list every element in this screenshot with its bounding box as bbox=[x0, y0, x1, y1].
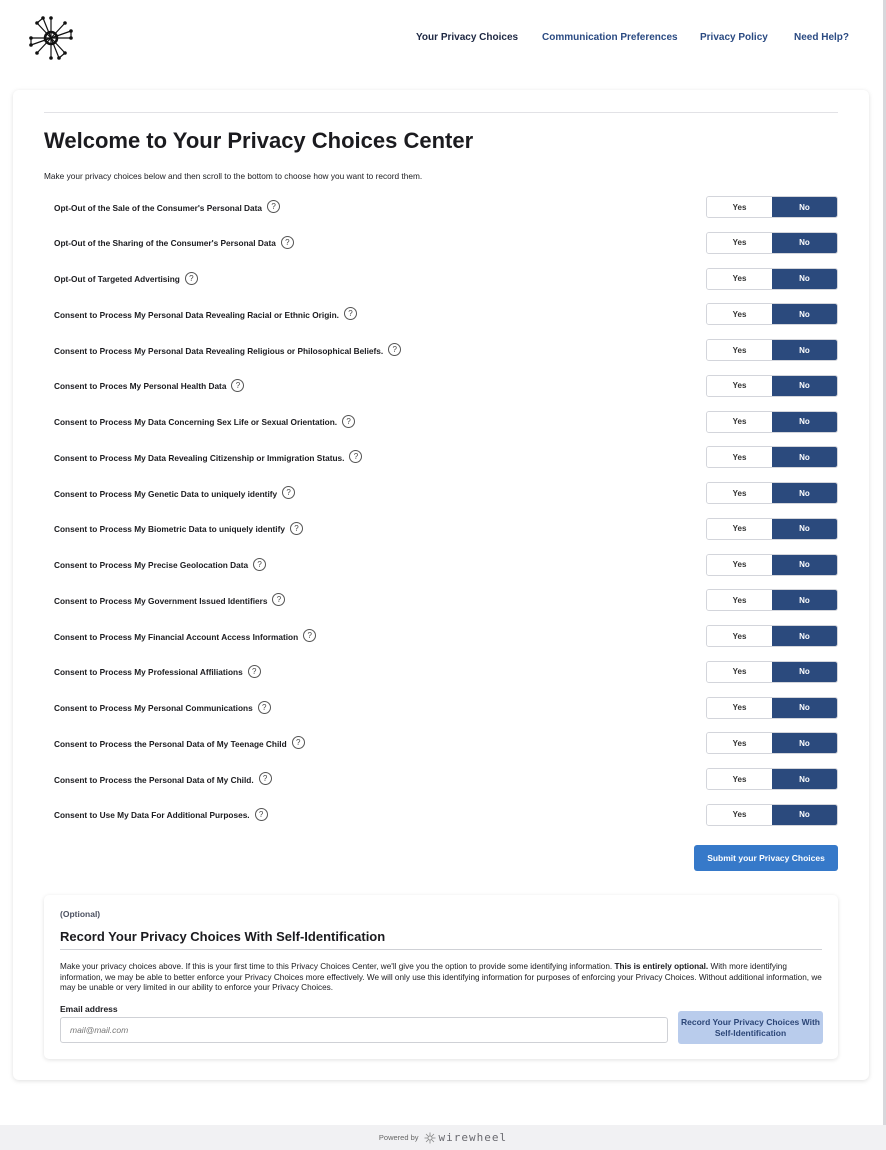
question-circle-icon[interactable]: ? bbox=[388, 343, 401, 356]
email-label: Email address bbox=[60, 1004, 118, 1014]
choice-label-text: Consent to Process My Biometric Data to uniquely identify bbox=[54, 524, 285, 535]
yes-no-toggle bbox=[706, 804, 838, 826]
question-circle-icon[interactable]: ? bbox=[344, 307, 357, 320]
yes-option[interactable]: Yes bbox=[707, 340, 772, 360]
no-option[interactable]: No bbox=[772, 769, 837, 789]
no-option[interactable]: No bbox=[772, 304, 837, 324]
choice-label bbox=[54, 703, 271, 714]
yes-option[interactable]: Yes bbox=[707, 662, 772, 682]
yes-no-toggle bbox=[706, 518, 838, 540]
yes-option[interactable]: Yes bbox=[707, 197, 772, 217]
yes-no-toggle bbox=[706, 697, 838, 719]
yes-option[interactable]: Yes bbox=[707, 590, 772, 610]
choice-row bbox=[54, 268, 838, 290]
yes-no-toggle bbox=[706, 732, 838, 754]
no-option[interactable]: No bbox=[772, 626, 837, 646]
choice-label-text: Consent to Process My Precise Geolocation Data bbox=[54, 560, 249, 570]
choice-row bbox=[54, 232, 838, 254]
yes-no-toggle bbox=[706, 554, 838, 576]
choice-label-text: Opt-Out of the Sale of the Consumer's Personal Data bbox=[54, 202, 263, 213]
choice-row bbox=[54, 768, 838, 790]
choice-label-text: Consent to Process My Personal Data Revealing Religious or Philosophical Beliefs. bbox=[54, 345, 384, 356]
optional-label: (Optional) bbox=[60, 909, 101, 919]
yes-option[interactable]: Yes bbox=[707, 483, 772, 503]
choice-label-text: Opt-Out of Targeted Advertising bbox=[54, 274, 180, 284]
choice-row bbox=[54, 482, 838, 504]
yes-option[interactable]: Yes bbox=[707, 269, 772, 289]
no-option[interactable]: No bbox=[772, 555, 837, 575]
nav-your-privacy-choices[interactable]: Your Privacy Choices bbox=[416, 32, 519, 43]
choice-row bbox=[54, 661, 838, 683]
choice-label-text: Consent to Process My Genetic Data to uniquely identify bbox=[54, 488, 278, 499]
wirewheel-brand: wirewheel bbox=[438, 1131, 508, 1144]
no-option[interactable]: No bbox=[772, 805, 837, 825]
question-circle-icon[interactable]: ? bbox=[231, 379, 244, 392]
no-option[interactable]: No bbox=[772, 698, 837, 718]
yes-no-toggle bbox=[706, 232, 838, 254]
choice-label bbox=[54, 274, 198, 285]
yes-option[interactable]: Yes bbox=[707, 555, 772, 575]
yes-option[interactable]: Yes bbox=[707, 805, 772, 825]
choice-row bbox=[54, 589, 838, 611]
yes-option[interactable]: Yes bbox=[707, 733, 772, 753]
choice-label bbox=[54, 810, 268, 821]
yes-no-toggle bbox=[706, 375, 838, 397]
choice-label bbox=[54, 417, 355, 428]
privacy-choices-card bbox=[13, 90, 869, 1080]
yes-no-toggle bbox=[706, 411, 838, 433]
yes-no-toggle bbox=[706, 446, 838, 468]
choice-label-text: Consent to Process My Personal Communications bbox=[54, 703, 253, 713]
choice-label-text: Consent to Process the Personal Data of My Teenage Child bbox=[54, 738, 287, 749]
intro-text: Make your privacy choices below and then scroll to the bottom to choose how you want to record them. bbox=[44, 171, 423, 181]
yes-no-toggle bbox=[706, 303, 838, 325]
network-logo-icon[interactable] bbox=[27, 14, 75, 62]
question-circle-icon[interactable]: ? bbox=[185, 272, 198, 285]
no-option[interactable]: No bbox=[772, 733, 837, 753]
choice-label bbox=[54, 309, 357, 320]
choice-label-text: Consent to Process My Personal Data Revealing Racial or Ethnic Origin. bbox=[54, 309, 339, 320]
choice-row bbox=[54, 303, 838, 325]
choice-label bbox=[54, 738, 305, 749]
choice-row bbox=[54, 375, 838, 397]
desc-part-1: Make your privacy choices above. If this is your first time to this Privacy Choices Center, we'll give you the option to provide some identifying information. bbox=[60, 962, 615, 971]
question-circle-icon[interactable]: ? bbox=[255, 808, 268, 821]
nav-need-help[interactable]: Need Help? bbox=[794, 32, 850, 43]
choice-label-text: Consent to Process My Data Revealing Citizenship or Immigration Status. bbox=[54, 452, 345, 463]
no-option[interactable]: No bbox=[772, 590, 837, 610]
no-option[interactable]: No bbox=[772, 519, 837, 539]
record-with-self-identification-button[interactable]: Record Your Privacy Choices With Self-Identification bbox=[678, 1011, 823, 1044]
choice-row bbox=[54, 446, 838, 468]
self-identification-title: Record Your Privacy Choices With Self-Identification bbox=[60, 929, 386, 944]
choice-label bbox=[54, 345, 401, 356]
yes-no-toggle bbox=[706, 768, 838, 790]
question-circle-icon[interactable]: ? bbox=[253, 558, 266, 571]
question-circle-icon[interactable]: ? bbox=[258, 701, 271, 714]
question-circle-icon[interactable]: ? bbox=[349, 450, 362, 463]
choice-label bbox=[54, 202, 280, 213]
choice-label-text: Consent to Proces My Personal Health Data bbox=[54, 381, 227, 392]
question-circle-icon[interactable]: ? bbox=[281, 236, 294, 249]
yes-no-toggle bbox=[706, 589, 838, 611]
desc-part-2: With more identifying information, we may be able to better enforce your Privacy Choices more effectively. We will only use this identifying information for purposes of enforcing your Privacy Choices. Without additional information, we may be unable or very limited in our ability to enforce your Privacy Choices. bbox=[60, 962, 822, 992]
choice-label bbox=[54, 631, 316, 642]
choice-row bbox=[54, 554, 838, 576]
choice-row bbox=[54, 518, 838, 540]
page-title: Welcome to Your Privacy Choices Center bbox=[44, 128, 474, 153]
question-circle-icon[interactable]: ? bbox=[342, 415, 355, 428]
yes-option[interactable]: Yes bbox=[707, 376, 772, 396]
no-option[interactable]: No bbox=[772, 412, 837, 432]
no-option[interactable]: No bbox=[772, 483, 837, 503]
question-circle-icon[interactable]: ? bbox=[272, 593, 285, 606]
no-option[interactable]: No bbox=[772, 340, 837, 360]
yes-option[interactable]: Yes bbox=[707, 769, 772, 789]
choice-label-text: Opt-Out of the Sharing of the Consumer's Personal Data bbox=[54, 238, 276, 249]
yes-no-toggle bbox=[706, 661, 838, 683]
choice-label bbox=[54, 381, 244, 392]
yes-option[interactable]: Yes bbox=[707, 447, 772, 467]
choice-label-text: Consent to Process My Professional Affiliations bbox=[54, 667, 243, 678]
yes-option[interactable]: Yes bbox=[707, 698, 772, 718]
choice-row bbox=[54, 411, 838, 433]
submit-privacy-choices-button[interactable]: Submit your Privacy Choices bbox=[694, 845, 838, 871]
question-circle-icon[interactable]: ? bbox=[259, 772, 272, 785]
wirewheel-logo-icon bbox=[424, 1132, 436, 1144]
no-option[interactable]: No bbox=[772, 376, 837, 396]
question-circle-icon[interactable]: ? bbox=[290, 522, 303, 535]
yes-no-toggle bbox=[706, 268, 838, 290]
choice-row bbox=[54, 339, 838, 361]
choice-label bbox=[54, 452, 362, 463]
site-header bbox=[0, 0, 883, 78]
choice-label bbox=[54, 595, 285, 606]
choice-label bbox=[54, 774, 272, 785]
no-option[interactable]: No bbox=[772, 269, 837, 289]
choice-row bbox=[54, 804, 838, 826]
question-circle-icon[interactable]: ? bbox=[282, 486, 295, 499]
email-input[interactable] bbox=[60, 1017, 668, 1043]
question-circle-icon[interactable]: ? bbox=[292, 736, 305, 749]
divider bbox=[60, 949, 822, 950]
yes-option[interactable]: Yes bbox=[707, 519, 772, 539]
no-option[interactable]: No bbox=[772, 447, 837, 467]
choice-label-text: Consent to Process My Data Concerning Sex Life or Sexual Orientation. bbox=[54, 417, 338, 427]
choice-label-text: Consent to Process the Personal Data of My Child. bbox=[54, 774, 254, 785]
choice-label-text: Consent to Process My Government Issued Identifiers bbox=[54, 595, 268, 606]
choice-label-text: Consent to Process My Financial Account Access Information bbox=[54, 631, 299, 642]
nav-privacy-policy[interactable]: Privacy Policy bbox=[700, 32, 768, 43]
no-option[interactable]: No bbox=[772, 197, 837, 217]
choice-label bbox=[54, 560, 266, 571]
nav-communication-preferences[interactable]: Communication Preferences bbox=[542, 32, 678, 43]
choice-label-text: Consent to Use My Data For Additional Purposes. bbox=[54, 810, 250, 821]
yes-option[interactable]: Yes bbox=[707, 233, 772, 253]
self-identification-description bbox=[60, 962, 824, 994]
choice-row bbox=[54, 697, 838, 719]
no-option[interactable]: No bbox=[772, 662, 837, 682]
choice-row bbox=[54, 732, 838, 754]
yes-option[interactable]: Yes bbox=[707, 412, 772, 432]
question-circle-icon[interactable]: ? bbox=[303, 629, 316, 642]
choice-label bbox=[54, 238, 294, 249]
powered-by-text: Powered by bbox=[378, 1133, 419, 1142]
self-identification-panel bbox=[44, 895, 838, 1059]
choice-row bbox=[54, 625, 838, 647]
yes-option[interactable]: Yes bbox=[707, 304, 772, 324]
yes-option[interactable]: Yes bbox=[707, 626, 772, 646]
no-option[interactable]: No bbox=[772, 233, 837, 253]
question-circle-icon[interactable]: ? bbox=[267, 200, 280, 213]
yes-no-toggle bbox=[706, 339, 838, 361]
divider bbox=[44, 112, 838, 113]
yes-no-toggle bbox=[706, 482, 838, 504]
choice-label bbox=[54, 524, 303, 535]
choice-label bbox=[54, 488, 295, 499]
question-circle-icon[interactable]: ? bbox=[248, 665, 261, 678]
choice-row bbox=[54, 196, 838, 218]
yes-no-toggle bbox=[706, 625, 838, 647]
footer bbox=[0, 1125, 886, 1150]
choice-label bbox=[54, 667, 261, 678]
desc-optional-emphasis: This is entirely optional. bbox=[614, 962, 709, 971]
yes-no-toggle bbox=[706, 196, 838, 218]
